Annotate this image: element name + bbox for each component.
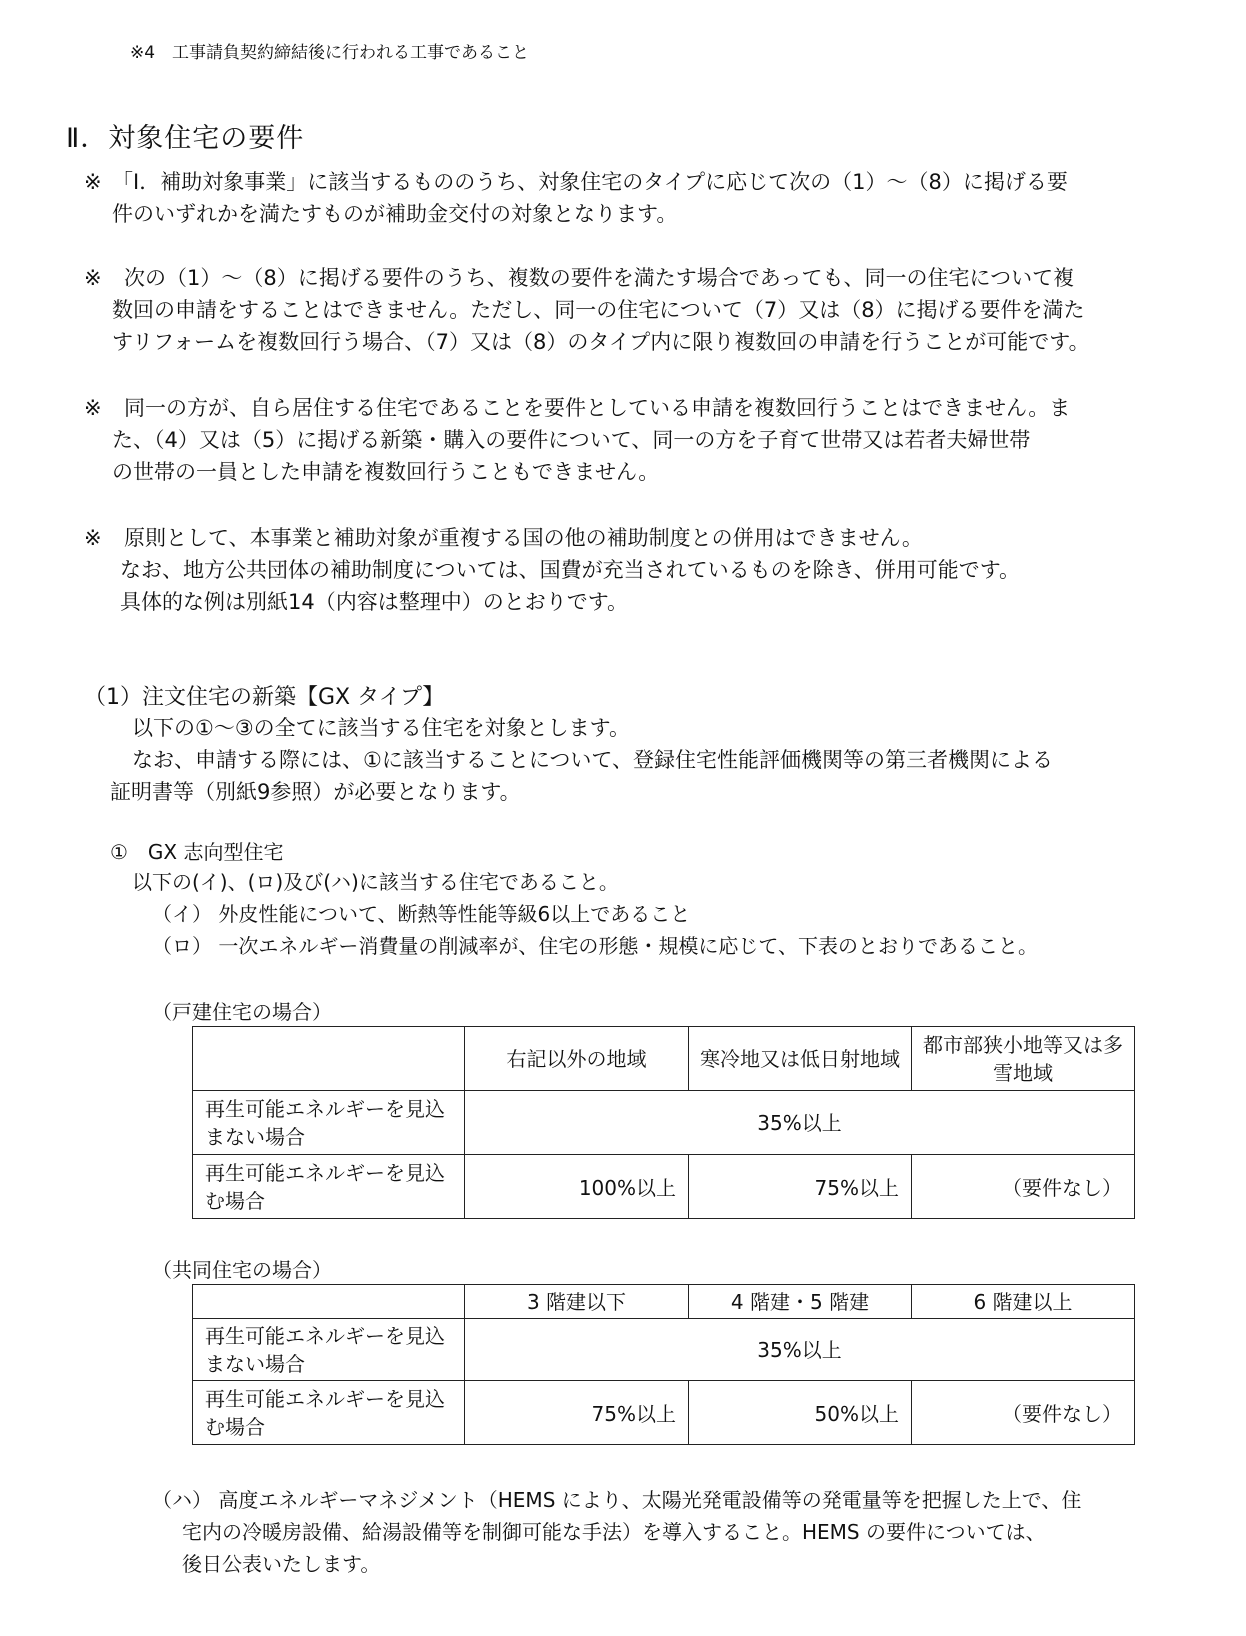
top-note: ※4 工事請負契約締結後に行われる工事であること xyxy=(130,43,530,63)
subsection-title: （1）注文住宅の新築【GX タイプ】 xyxy=(84,685,445,710)
item-ha-line: （ハ） 高度エネルギーマネジメント（HEMS により、太陽光発電設備等の発電量等を把握した上で、住 xyxy=(152,1488,1082,1512)
intro-line: 以下の①～③の全てに該当する住宅を対象とします。 xyxy=(132,716,630,740)
item-ha-line: 宅内の冷暖房設備、給湯設備等を制御可能な手法）を導入すること。HEMS の要件については、 xyxy=(182,1520,1046,1544)
table2-row-label: 再生可能エネルギーを見込まない場合 xyxy=(193,1319,465,1381)
table2-cell: 50%以上 xyxy=(689,1381,912,1445)
note-line: 具体的な例は別紙14（内容は整理中）のとおりです。 xyxy=(120,590,629,614)
note-mark: ※ xyxy=(84,266,102,290)
table2-header: 6 階建以上 xyxy=(912,1285,1135,1319)
section-title: Ⅱ．対象住宅の要件 xyxy=(66,123,305,154)
note-mark: ※ xyxy=(84,526,102,550)
table2-header: 4 階建・5 階建 xyxy=(689,1285,912,1319)
table2-header-corner xyxy=(193,1285,465,1319)
item-i: （イ） 外皮性能について、断熱等性能等級6以上であること xyxy=(152,902,691,926)
table2-collective xyxy=(192,1284,1135,1445)
table2-header: 3 階建以下 xyxy=(465,1285,689,1319)
note-line: 同一の方が、自ら居住する住宅であることを要件としている申請を複数回行うことはできません。ま xyxy=(124,396,1071,420)
table1-row-label: 再生可能エネルギーを見込む場合 xyxy=(193,1155,465,1219)
note-mark: ※ xyxy=(84,170,102,194)
item-ha-line: 後日公表いたします。 xyxy=(182,1552,381,1576)
table2-cell: （要件なし） xyxy=(912,1381,1135,1445)
note-line: 数回の申請をすることはできません。ただし、同一の住宅について（7）又は（8）に掲げる要件を満た xyxy=(112,298,1085,322)
table1-header: 都市部狭小地等又は多雪地域 xyxy=(912,1027,1135,1091)
item1-title: ① GX 志向型住宅 xyxy=(110,840,284,864)
table2-row-label: 再生可能エネルギーを見込む場合 xyxy=(193,1381,465,1445)
table2-merged-value: 35%以上 xyxy=(465,1319,1135,1381)
table1-row-label: 再生可能エネルギーを見込まない場合 xyxy=(193,1091,465,1155)
note-mark: ※ xyxy=(84,396,102,420)
table1-header: 右記以外の地域 xyxy=(465,1027,689,1091)
table1-caption: （戸建住宅の場合） xyxy=(152,1000,332,1024)
intro-line: なお、申請する際には、①に該当することについて、登録住宅性能評価機関等の第三者機関による xyxy=(132,748,1053,772)
note-line: の世帯の一員とした申請を複数回行うこともできません。 xyxy=(112,460,660,484)
table1-cell: （要件なし） xyxy=(912,1155,1135,1219)
item1-intro: 以下の(イ)、(ロ)及び(ハ)に該当する住宅であること。 xyxy=(132,870,619,894)
note-line: すリフォームを複数回行う場合、（7）又は（8）のタイプ内に限り複数回の申請を行うことが可能です。 xyxy=(112,330,1090,354)
table1-cell: 100%以上 xyxy=(465,1155,689,1219)
table2-caption: （共同住宅の場合） xyxy=(152,1258,332,1282)
note-line: た、（4）又は（5）に掲げる新築・購入の要件について、同一の方を子育て世帯又は若者夫婦世帯 xyxy=(112,428,1031,452)
table1-merged-value: 35%以上 xyxy=(465,1091,1135,1155)
intro-line: 証明書等（別紙9参照）が必要となります。 xyxy=(110,780,521,804)
note-line: 原則として、本事業と補助対象が重複する国の他の補助制度との併用はできません。 xyxy=(124,526,923,550)
note-line: なお、地方公共団体の補助制度については、国費が充当されているものを除き、併用可能です。 xyxy=(120,558,1021,582)
note-line: 次の（1）～（8）に掲げる要件のうち、複数の要件を満たす場合であっても、同一の住宅について複 xyxy=(124,266,1075,290)
table2-cell: 75%以上 xyxy=(465,1381,689,1445)
table1-cell: 75%以上 xyxy=(689,1155,912,1219)
note-line: 「Ⅰ．補助対象事業」に該当するもののうち、対象住宅のタイプに応じて次の（1）～（8）に掲げる要 xyxy=(112,170,1068,194)
table1-header-corner xyxy=(193,1027,465,1091)
item-ro: （ロ） 一次エネルギー消費量の削減率が、住宅の形態・規模に応じて、下表のとおりであること。 xyxy=(152,934,1038,958)
table1-header: 寒冷地又は低日射地域 xyxy=(689,1027,912,1091)
table1-detached xyxy=(192,1026,1135,1219)
note-line: 件のいずれかを満たすものが補助金交付の対象となります。 xyxy=(112,202,678,226)
